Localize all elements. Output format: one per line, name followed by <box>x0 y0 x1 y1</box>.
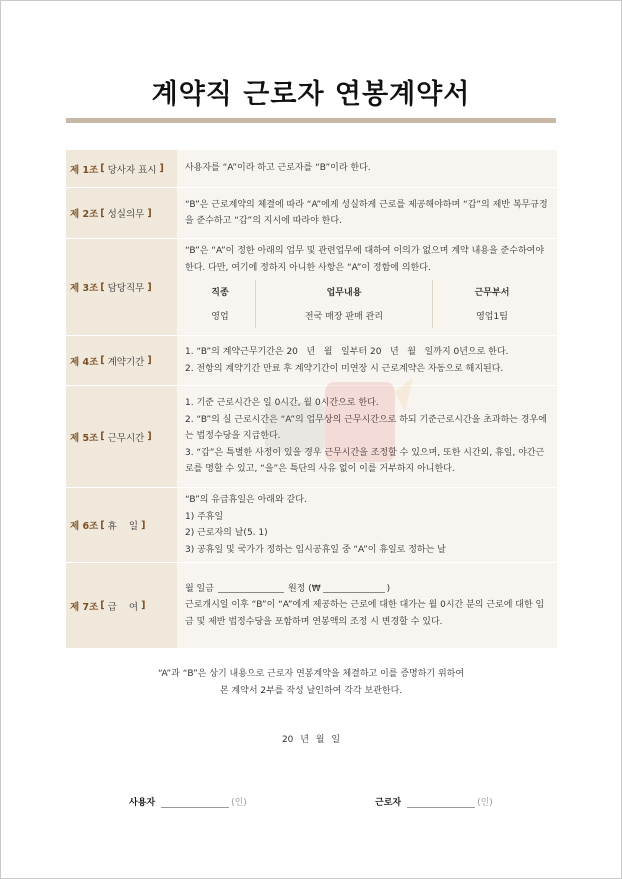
article-row <box>66 150 557 188</box>
article-content: “B”은 근로계약의 체결에 따라 “A”에게 성실하게 근로를 제공해야하며 “갑”의 제반 복무규정을 준수하고 “갑”의 지시에 따라야 한다. <box>177 188 557 238</box>
article-label: 제 7조 [ 급 여 ] <box>66 563 177 648</box>
contract-date: 20 년 월 일 <box>281 735 341 745</box>
article-label: 제 5조 [ 근무시간 ] <box>66 386 177 487</box>
article-label: 제 6조 [ 휴 일 ] <box>66 488 177 562</box>
article-content: 사용자를 “A”이라 하고 근로자를 “B”이라 한다. <box>177 150 557 187</box>
signature-line <box>407 797 475 808</box>
article-row <box>66 188 557 239</box>
signature-line <box>161 797 229 808</box>
article-content: 1. 기준 근로시간은 일 0시간, 월 0시간으로 한다. 2. “B”의 실 근로시간은 “A”의 업무상의 근무시간으로 하되 기준근로시간을 초과하는 경우에는 법정수당을 지급한다. 3. “갑”은 특별한 사정이 있을 경우 근무시간을 조정할 수 있으며, 또한 시간외, 휴일, 야간근로를 명할 수 있고, “을”은 특단의 사유 없이 이를 거부하지 아니한다. <box>177 386 557 487</box>
employee-signature: 근로자 (인) <box>375 798 493 808</box>
duty-value: 전국 매장 판매 관리 <box>304 312 384 322</box>
article-content: “B”은 “A”이 정한 아래의 업무 및 관련업무에 대하여 이의가 없으며 계약 내용을 준수하여야 한다. 다만, 여기에 정하지 아니한 사항은 “A”이 정함에 의한다. 직종 영업 업무내용 전국 매장 판매 관리 근무부서 영업1팀 <box>177 239 557 335</box>
title-underline <box>66 118 556 123</box>
salary-number-blank <box>323 581 385 593</box>
article-row <box>66 563 557 649</box>
article-content: “B”의 유급휴일은 아래와 같다. 1) 주휴일 2) 근로자의 날(5. 1) 3) 공휴일 및 국가가 정하는 임시공휴일 중 “A”이 휴일로 정하는 날 <box>177 488 557 562</box>
duty-table <box>185 280 551 328</box>
contract-table <box>66 150 557 649</box>
article-row <box>66 239 557 336</box>
employer-signature: 사용자 (인) <box>129 798 247 808</box>
article-row <box>66 488 557 563</box>
duty-header: 근무부서 <box>474 288 510 298</box>
document-title: 계약직 근로자 연봉계약서 <box>151 79 471 110</box>
article-row <box>66 336 557 386</box>
article-label: 제 1조 [ 당사자 표시 ] <box>66 150 177 187</box>
article-label: 제 2조 [ 성실의무 ] <box>66 188 177 238</box>
article-label: 제 3조 [ 담당직무 ] <box>66 239 177 335</box>
article-content: 1. “B”의 계약근무기간은 20 년 월 일부터 20 년 월 일까지 0년으로 한다. 2. 전항의 계약기간 만료 후 계약기간이 미연장 시 근로계약은 자동으로 해지된다. <box>177 336 557 385</box>
salary-line: 월 일금 원정 (₩ ) <box>185 581 551 598</box>
article-label: 제 4조 [ 계약기간 ] <box>66 336 177 385</box>
duty-header: 직종 <box>211 288 229 298</box>
article-row <box>66 386 557 488</box>
salary-amount-blank <box>218 581 284 593</box>
duty-header: 업무내용 <box>326 288 362 298</box>
article-content: 월 일금 원정 (₩ ) 근로개시일 이후 “B”이 “A”에게 제공하는 근로에 대한 대가는 월 0시간 분의 근로에 대한 임금 및 제반 법정수당을 포함하며 연봉액의 조정 시 변경할 수 있다. <box>177 563 557 648</box>
duty-value: 영업 <box>211 312 229 322</box>
closing-statement: “A”과 “B”은 상기 내용으로 근로자 연봉계약을 체결하고 이를 증명하기 위하여 본 계약서 2부를 작성 날인하여 각각 보관한다. <box>157 669 465 696</box>
duty-value: 영업1팀 <box>476 312 508 322</box>
